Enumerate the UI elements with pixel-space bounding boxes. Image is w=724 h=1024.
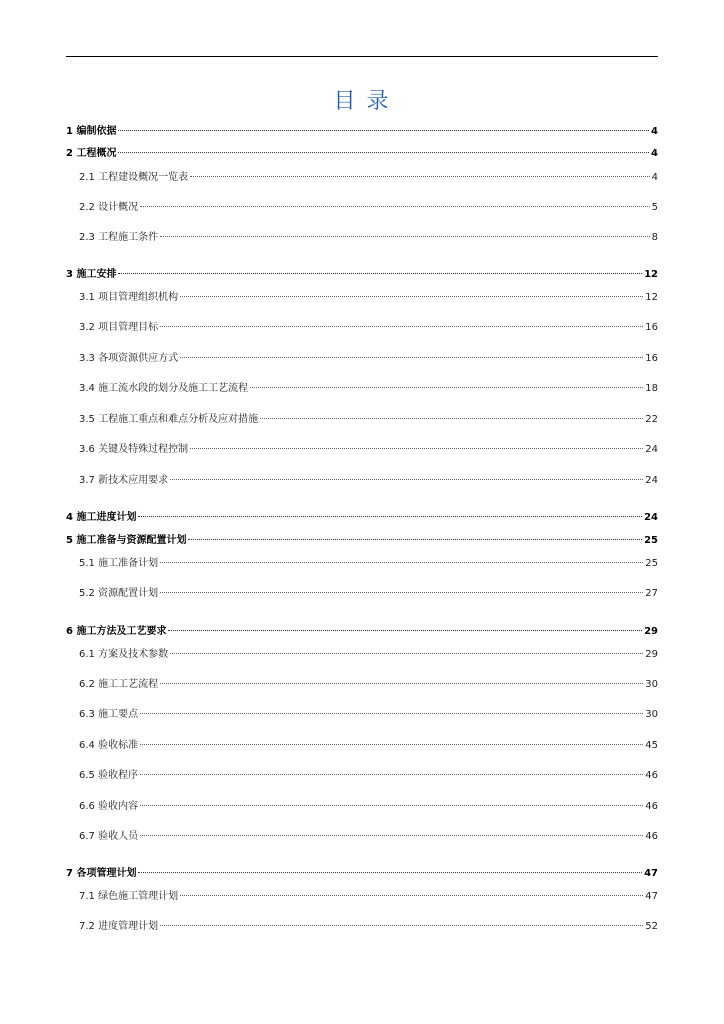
toc-leader-dots xyxy=(190,448,643,449)
toc-entry-label: 1 编制依据 xyxy=(66,126,117,137)
toc-page-number: 12 xyxy=(645,292,658,303)
toc-title: 目 录 xyxy=(333,89,391,114)
toc-leader-dots xyxy=(188,539,642,540)
toc-page-number: 30 xyxy=(645,679,658,690)
toc-entry-label: 6.4 验收标准 xyxy=(79,740,139,751)
toc-entry[interactable] xyxy=(79,768,658,784)
toc-entry[interactable] xyxy=(79,442,658,458)
toc-entry[interactable] xyxy=(79,230,658,246)
toc-page-number: 27 xyxy=(645,588,658,599)
toc-entry-label: 2 工程概况 xyxy=(66,148,117,159)
toc-entry[interactable] xyxy=(79,586,658,602)
toc-leader-dots xyxy=(180,357,643,358)
toc-leader-dots xyxy=(170,653,643,654)
toc-entry-label: 3.3 各项资源供应方式 xyxy=(79,353,179,364)
toc-page-number: 8 xyxy=(651,232,658,243)
toc-page-number: 25 xyxy=(644,535,658,546)
toc-entry-label: 5.2 资源配置计划 xyxy=(79,588,159,599)
toc-leader-dots xyxy=(138,872,642,873)
toc-leader-dots xyxy=(250,387,643,388)
toc-entry[interactable] xyxy=(66,624,658,640)
toc-entry[interactable] xyxy=(79,320,658,336)
toc-entry[interactable] xyxy=(79,473,658,489)
toc-page-number: 24 xyxy=(644,512,658,523)
toc-leader-dots xyxy=(160,236,650,237)
toc-leader-dots xyxy=(160,925,643,926)
toc-entry-label: 3.7 新技术应用要求 xyxy=(79,475,169,486)
toc-entry[interactable] xyxy=(66,510,658,526)
toc-entry-label: 6 施工方法及工艺要求 xyxy=(66,626,167,637)
toc-entry[interactable] xyxy=(79,351,658,367)
toc-entry-label: 6.1 方案及技术参数 xyxy=(79,649,169,660)
toc-leader-dots xyxy=(118,273,642,274)
toc-page-number: 47 xyxy=(644,868,658,879)
toc-page-number: 46 xyxy=(645,801,658,812)
toc-entry-label: 6.3 施工要点 xyxy=(79,709,139,720)
toc-leader-dots xyxy=(140,713,643,714)
toc-entry[interactable] xyxy=(66,146,658,162)
toc-page-number: 24 xyxy=(645,444,658,455)
toc-leader-dots xyxy=(170,479,643,480)
toc-entry[interactable] xyxy=(79,647,658,663)
toc-entry[interactable] xyxy=(66,866,658,882)
toc-leader-dots xyxy=(118,130,649,131)
toc-leader-dots xyxy=(118,152,649,153)
toc-leader-dots xyxy=(190,176,650,177)
toc-leader-dots xyxy=(160,562,643,563)
toc-entry[interactable] xyxy=(79,677,658,693)
toc-entry[interactable] xyxy=(79,738,658,754)
toc-entry-label: 6.6 验收内容 xyxy=(79,801,139,812)
toc-page-number: 4 xyxy=(651,148,658,159)
toc-entry[interactable] xyxy=(66,124,658,140)
toc-leader-dots xyxy=(140,835,643,836)
toc-leader-dots xyxy=(138,516,642,517)
toc-entry[interactable] xyxy=(79,919,658,935)
toc-entry[interactable] xyxy=(79,889,658,905)
toc-leader-dots xyxy=(180,296,643,297)
toc-page-number: 29 xyxy=(645,649,658,660)
toc-entry-label: 6.5 验收程序 xyxy=(79,770,139,781)
toc-entry[interactable] xyxy=(79,290,658,306)
toc-page-number: 22 xyxy=(645,414,658,425)
toc-entry-label: 3.6 关键及特殊过程控制 xyxy=(79,444,189,455)
toc-page-number: 29 xyxy=(644,626,658,637)
toc-entry-label: 7.1 绿色施工管理计划 xyxy=(79,891,179,902)
toc-leader-dots xyxy=(140,774,643,775)
toc-leader-dots xyxy=(260,418,643,419)
toc-entry-label: 7 各项管理计划 xyxy=(66,868,137,879)
toc-entry[interactable] xyxy=(79,170,658,186)
toc-entry[interactable] xyxy=(66,267,658,283)
toc-entry-label: 3.1 项目管理组织机构 xyxy=(79,292,179,303)
toc-entry[interactable] xyxy=(79,707,658,723)
toc-entry[interactable] xyxy=(66,533,658,549)
toc-page-number: 18 xyxy=(645,383,658,394)
toc-page-number: 24 xyxy=(645,475,658,486)
toc-entry[interactable] xyxy=(79,829,658,845)
toc-entry-label: 5.1 施工准备计划 xyxy=(79,558,159,569)
toc-entry[interactable] xyxy=(79,381,658,397)
toc-entry-label: 7.2 进度管理计划 xyxy=(79,921,159,932)
toc-page-number: 16 xyxy=(645,353,658,364)
toc-entry[interactable] xyxy=(79,799,658,815)
toc-entry[interactable] xyxy=(79,556,658,572)
toc-leader-dots xyxy=(140,744,643,745)
toc-leader-dots xyxy=(160,592,643,593)
toc-entry-label: 2.3 工程施工条件 xyxy=(79,232,159,243)
toc-page-number: 46 xyxy=(645,831,658,842)
toc-page-number: 16 xyxy=(645,322,658,333)
toc-entry-label: 3 施工安排 xyxy=(66,269,117,280)
toc-entry[interactable] xyxy=(79,200,658,216)
toc-page-number: 46 xyxy=(645,770,658,781)
toc-page-number: 5 xyxy=(651,202,658,213)
toc-entry-label: 2.1 工程建设概况一览表 xyxy=(79,172,189,183)
toc-entry-label: 3.4 施工流水段的划分及施工工艺流程 xyxy=(79,383,249,394)
toc-entry-label: 4 施工进度计划 xyxy=(66,512,137,523)
toc-page-number: 45 xyxy=(645,740,658,751)
toc-entry-label: 2.2 设计概况 xyxy=(79,202,139,213)
toc-leader-dots xyxy=(168,630,642,631)
toc-page-number: 47 xyxy=(645,891,658,902)
toc-leader-dots xyxy=(140,206,650,207)
toc-leader-dots xyxy=(160,326,643,327)
toc-page-number: 12 xyxy=(644,269,658,280)
toc-leader-dots xyxy=(160,683,643,684)
toc-entry[interactable] xyxy=(79,412,658,428)
toc-entry-label: 3.5 工程施工重点和难点分析及应对措施 xyxy=(79,414,259,425)
toc-entry-label: 3.2 项目管理目标 xyxy=(79,322,159,333)
toc-entry-label: 6.7 验收人员 xyxy=(79,831,139,842)
toc-leader-dots xyxy=(140,805,643,806)
toc-page-number: 4 xyxy=(651,172,658,183)
toc-page-number: 4 xyxy=(651,126,658,137)
toc-leader-dots xyxy=(180,895,643,896)
toc-page-number: 52 xyxy=(645,921,658,932)
toc-entry-label: 5 施工准备与资源配置计划 xyxy=(66,535,187,546)
toc-entry-label: 6.2 施工工艺流程 xyxy=(79,679,159,690)
toc-page-number: 30 xyxy=(645,709,658,720)
toc-page-number: 25 xyxy=(645,558,658,569)
